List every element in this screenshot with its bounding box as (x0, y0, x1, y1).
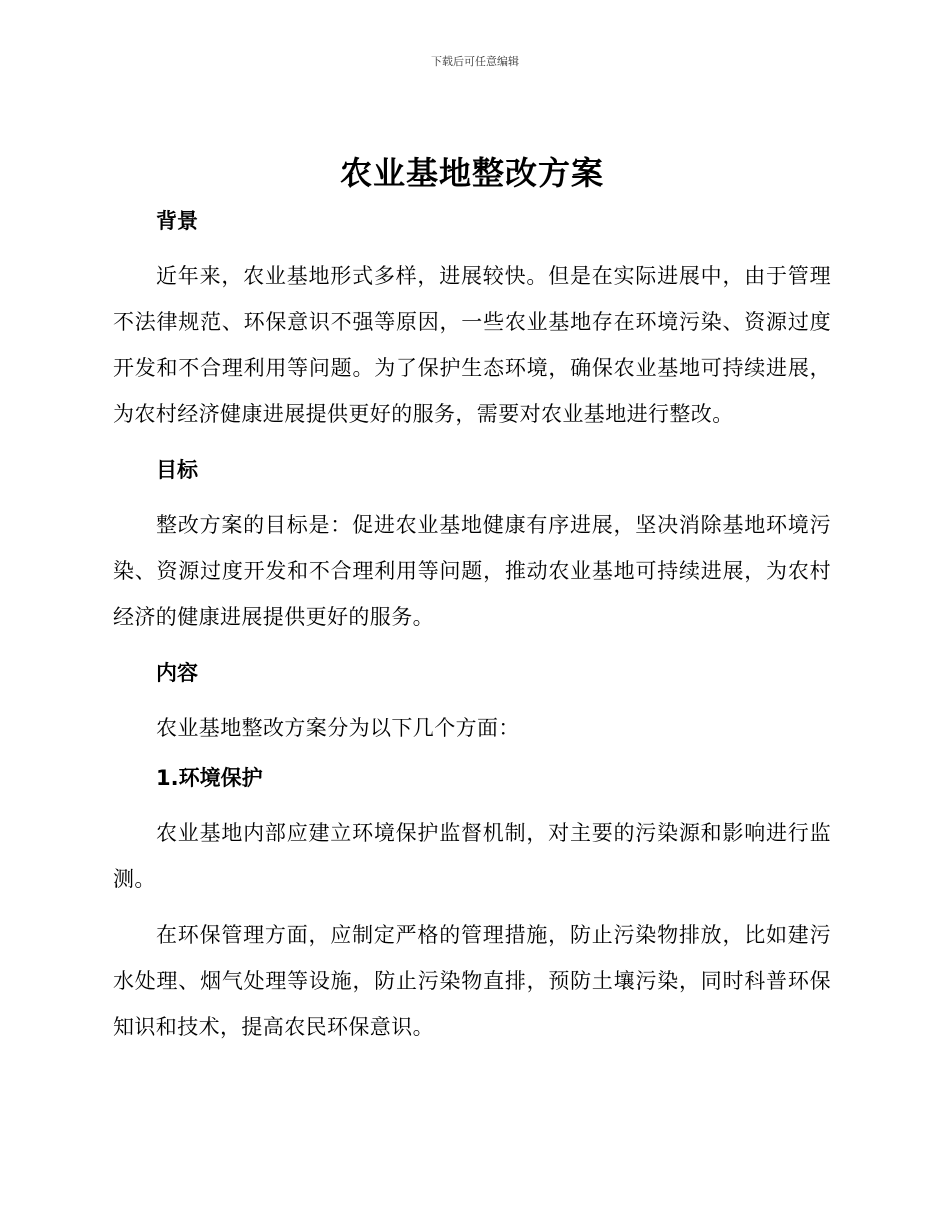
paragraph-background: 近年来，农业基地形式多样，进展较快。但是在实际进展中，由于管理不法律规范、环保意识不强等原因，一些农业基地存在环境污染、资源过度开发和不合理利用等问题。为了保护生态环境，确保农业基地可持续进展，为农村经济健康进展提供更好的服务，需要对农业基地进行整改。 (113, 264, 831, 426)
document-title: 农业基地整改方案 (339, 154, 604, 192)
section-background (113, 198, 831, 437)
section-heading-goal: 目标 (156, 458, 198, 482)
section-goal (113, 447, 831, 640)
section-environment (113, 755, 831, 1050)
paragraph-content: 农业基地整改方案分为以下几个方面： (156, 716, 520, 740)
document-body (113, 148, 831, 1050)
section-heading-background: 背景 (156, 209, 198, 233)
paragraph-environment-1: 农业基地内部应建立环境保护监督机制，对主要的污染源和影响进行监测。 (113, 821, 831, 891)
header-note: 下载后可任意编辑 (431, 55, 519, 68)
section-heading-content: 内容 (156, 661, 198, 685)
paragraph-goal: 整改方案的目标是：促进农业基地健康有序进展，坚决消除基地环境污染、资源过度开发和不合理利用等问题，推动农业基地可持续进展，为农村经济的健康进展提供更好的服务。 (113, 513, 831, 629)
section-content (113, 650, 831, 751)
section-heading-environment: 1.环境保护 (156, 766, 263, 790)
paragraph-environment-2: 在环保管理方面，应制定严格的管理措施，防止污染物排放，比如建污水处理、烟气处理等设施，防止污染物直排，预防土壤污染，同时科普环保知识和技术，提高农民环保意识。 (113, 923, 831, 1039)
